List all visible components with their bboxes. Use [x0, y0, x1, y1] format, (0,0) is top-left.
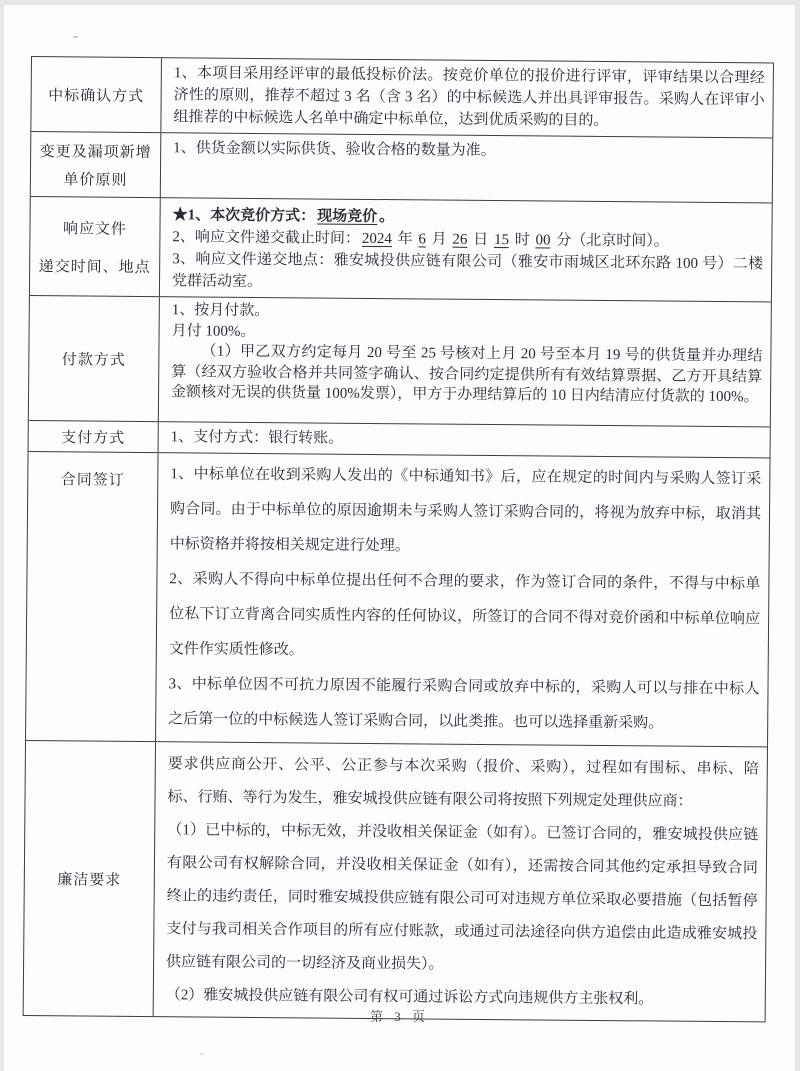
- paragraph: [166, 814, 758, 984]
- scan-artifact: [200, 1053, 204, 1055]
- text-segment: 要求供应商公开、公平、公正参与本次采购（报价、采购），过程如有围标、串标、陪标、行贿、等行为发生，雅安城投供应链有限公司将按照下列规定处理供应商：: [167, 756, 759, 810]
- row-label-line: 付款方式: [61, 351, 126, 369]
- row-content: [161, 133, 773, 202]
- row-integrity-requirements: [24, 741, 767, 1021]
- text-segment: 2、采购人不得向中标单位提出任何不合理的要求，作为签订合同的条件，不得与中标单位私下订立背离合同实质性内容的任何协议，所签订的合同不得对竞价函和中标单位响应文件作实质性修改。: [168, 571, 761, 659]
- row-label-line: 支付方式: [61, 429, 126, 447]
- text-segment: 分（北京时间）。: [552, 232, 669, 250]
- row-label: [29, 421, 159, 452]
- row-content: [160, 198, 772, 301]
- row-label-line: 廉洁要求: [57, 871, 122, 889]
- row-label-line: 递交时间、地点: [38, 258, 151, 276]
- text-segment: 月: [427, 231, 451, 248]
- row-content: [154, 742, 767, 1021]
- procurement-terms-table: [23, 56, 774, 1022]
- deadline-year: 2024: [361, 230, 393, 248]
- paragraph: [169, 562, 761, 672]
- row-change-and-omission-pricing: [31, 132, 773, 203]
- page-number: 第 3 页: [369, 1009, 429, 1024]
- text-segment: （2）雅安城投供应链有限公司有权可通过诉讼方式向违规供方主张权利。: [165, 987, 654, 1008]
- row-label: [24, 741, 156, 1016]
- text-segment: 。: [379, 209, 395, 226]
- text-segment: 1、供货金额以实际供货、验收合格的数量为准。: [173, 140, 496, 160]
- paragraph: [170, 457, 762, 567]
- submission-location-line: [172, 248, 763, 297]
- deadline-hour: 15: [493, 232, 510, 249]
- row-label: [31, 132, 162, 197]
- row-payment-terms: [29, 296, 771, 427]
- row-content: [159, 297, 771, 426]
- text-segment: （1）甲乙双方约定每月 20 号至 25 号核对上月 20 号至本月 19 号的供货量并办理结算（经双方验收合格并共同签字确认、按合同约定提供所有有效结算票据、乙方开具结算金额核对无误的供货量 100%发票），甲方于办理结算后的 10 日内结清应付货款的 100%。: [171, 343, 763, 406]
- text-segment: 年: [393, 231, 417, 248]
- text-segment: （1）已中标的，中标无效，并没收相关保证金（如有）。已签订合同的，雅安城投供应链有限公司有权解除合同，并没收相关保证金（如有），还需按合同其他约定承担导致合同终止的违约责任，同时雅安城投供应链有限公司可对违规方单位采取必要措施（包括暂停支付与我司相关合作项目的所有应付账款，或通过司法途径向供方追偿由此造成雅安城投供应链有限公司的一切经济及商业损失）。: [166, 822, 759, 973]
- paragraph: [171, 426, 344, 450]
- row-label-line: 中标确认方式: [48, 87, 145, 105]
- deadline-day: 26: [452, 231, 468, 248]
- text-segment: 月付 100%。: [171, 322, 256, 340]
- row-content: [156, 453, 769, 746]
- row-content: [161, 58, 773, 137]
- text-segment: 3、中标单位因不可抗力原因不能履行采购合同或放弃中标的，采购人可以与排在中标人之后第一位的中标候选人签订采购合同，以此类推。也可以选择重新采购。: [168, 676, 760, 732]
- row-contract-signing: [26, 452, 769, 747]
- text-segment: 1、中标单位在收到采购人发出的《中标通知书》后，应在规定的时间内与采购人签订采购合同。由于中标单位的原因逾期未与采购人签订采购合同的，将视为放弃中标，取消其中标资格并将按相关规定进行处理。: [169, 466, 762, 555]
- deadline-month: 6: [418, 231, 427, 248]
- scan-artifact: [73, 36, 78, 38]
- row-label-line: 合同签订: [60, 472, 125, 489]
- paragraph: [173, 137, 764, 164]
- text-segment: 日: [469, 231, 493, 249]
- row-award-confirmation: [31, 57, 773, 138]
- document-page: [4, 5, 795, 1071]
- text-segment: 1、支付方式：银行转账。: [170, 429, 344, 447]
- row-label: [26, 452, 159, 741]
- bid-method-value: 现场竞价: [317, 208, 378, 226]
- row-label: [31, 57, 162, 132]
- text-segment: ★1、本次竞价方式：: [172, 207, 316, 225]
- text-segment: 2、响应文件递交截止时间：: [172, 229, 361, 247]
- row-label: [29, 296, 160, 421]
- text-segment: 3、响应文件递交地点：雅安城投供应链有限公司（雅安市雨城区北环东路 100 号）二楼党群活动室。: [171, 251, 764, 291]
- deadline-minute: 00: [535, 232, 551, 249]
- paragraph: [173, 62, 765, 133]
- row-label: [30, 197, 161, 296]
- row-content: [159, 422, 770, 457]
- row-response-submission: [30, 197, 772, 302]
- row-label-line: 响应文件: [62, 220, 128, 238]
- row-label-line: 单价原则: [63, 171, 128, 189]
- text-segment: 1、本项目采用经评审的最低投标价法。按竞价单位的报价进行评审，评审结果以合理经济性的原则，推荐不超过 3 名（含 3 名）的中标候选人并出具评审报告。采购人在评审小组推荐的中标候选人名单中确定中标单位，达到优质采购的目的。: [173, 65, 765, 130]
- text-segment: 1、按月付款。: [171, 302, 270, 320]
- row-label-line: 变更及漏项新增: [39, 143, 152, 161]
- paragraph: [167, 748, 759, 819]
- text-segment: 时: [510, 232, 534, 249]
- paragraph: [168, 667, 760, 742]
- paragraph: [171, 341, 763, 408]
